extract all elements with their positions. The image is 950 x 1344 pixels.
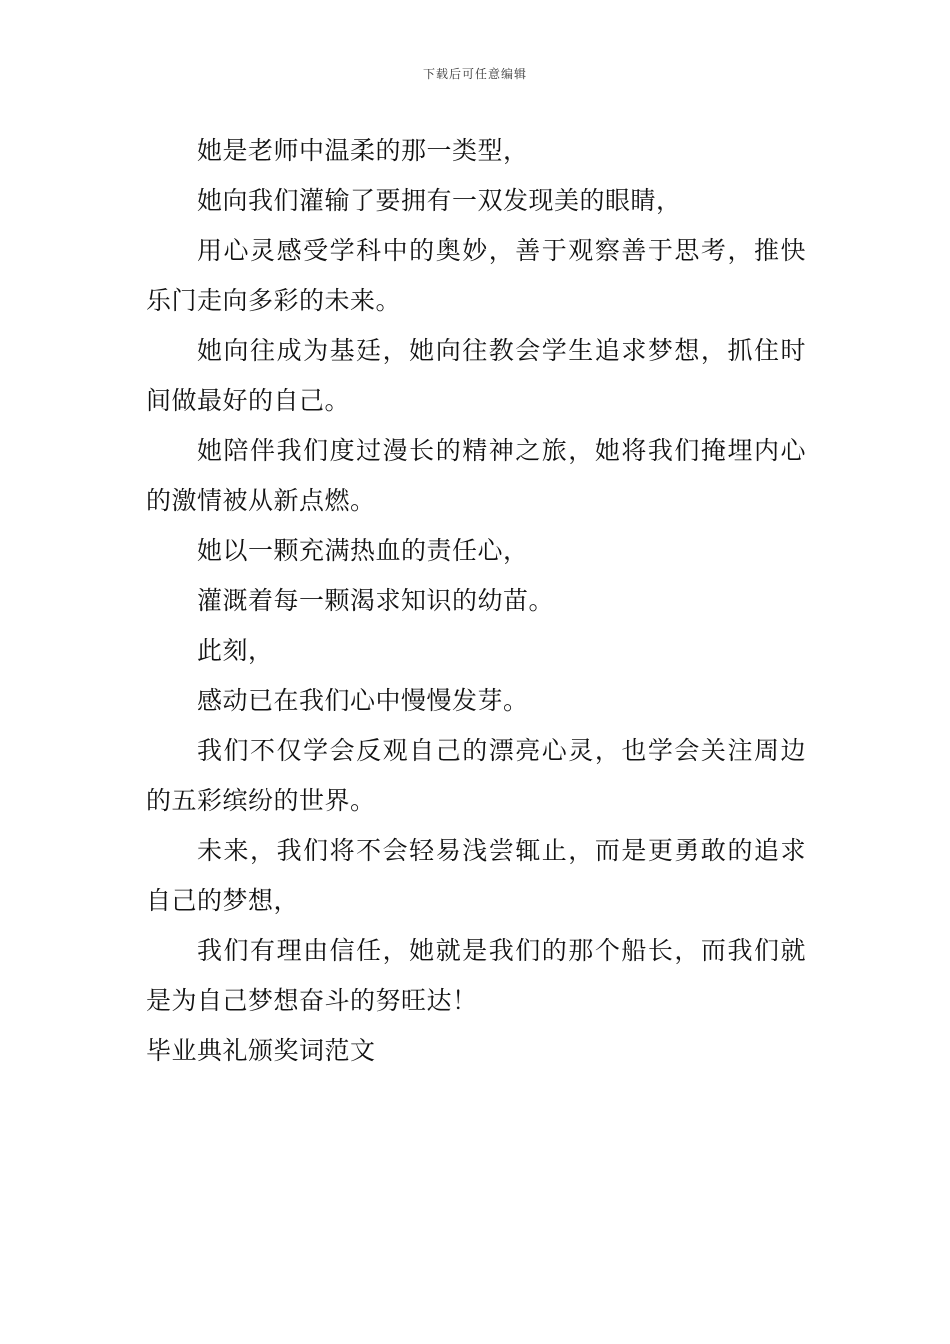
document-body <box>146 126 806 1076</box>
paragraph: 用心灵感受学科中的奥妙，善于观察善于思考，推快乐门走向多彩的未来。 <box>146 236 806 315</box>
paragraph: 她以一颗充满热血的责任心， <box>197 536 529 565</box>
paragraph: 此刻， <box>197 636 274 665</box>
paragraph: 她向我们灌输了要拥有一双发现美的眼睛， <box>197 186 682 215</box>
paragraph: 我们有理由信任，她就是我们的那个船长，而我们就是为自己梦想奋斗的努旺达！ <box>146 936 806 1015</box>
paragraph: 她是老师中温柔的那一类型， <box>197 136 529 165</box>
paragraph: 我们不仅学会反观自己的漂亮心灵，也学会关注周边的五彩缤纷的世界。 <box>146 736 806 815</box>
page-header: 下载后可任意编辑 <box>422 67 527 81</box>
paragraph: 她陪伴我们度过漫长的精神之旅，她将我们掩埋内心的激情被从新点燃。 <box>146 436 806 515</box>
paragraph: 感动已在我们心中慢慢发芽。 <box>197 686 529 715</box>
paragraph: 未来，我们将不会轻易浅尝辄止，而是更勇敢的追求自己的梦想， <box>146 836 806 915</box>
section-title: 毕业典礼颁奖词范文 <box>146 1036 376 1065</box>
paragraph: 灌溉着每一颗渴求知识的幼苗。 <box>197 586 555 615</box>
paragraph: 她向往成为基廷，她向往教会学生追求梦想，抓住时间做最好的自己。 <box>146 336 806 415</box>
